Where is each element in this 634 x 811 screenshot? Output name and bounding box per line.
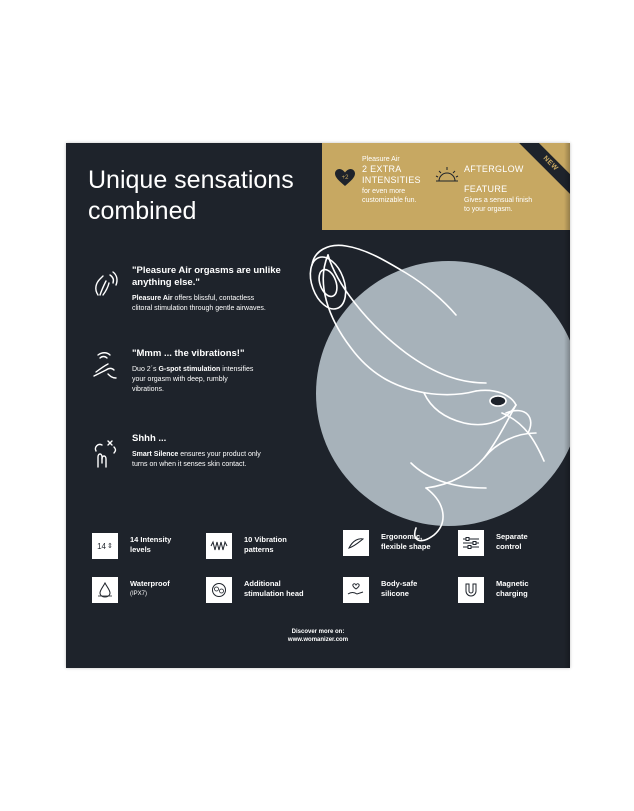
feature-ergonomic-shape: [343, 530, 463, 560]
quote-line-1: "Mmm ... the vibrations!": [132, 348, 245, 359]
feature-label: [496, 532, 570, 552]
feature-sub: [362, 188, 430, 205]
air-wave-hand-icon: [90, 269, 120, 299]
quote-line-1: Shhh ...: [132, 433, 167, 444]
feature-label-line-1: Magnetic: [496, 579, 529, 588]
feature-vibration-patterns: [206, 533, 326, 563]
feature-label-line-1: Separate: [496, 532, 528, 541]
desc-line-1: ensures your product only: [178, 451, 261, 458]
footer-discover: [66, 628, 570, 644]
feature-extra-intensities: [362, 155, 430, 205]
feature-separate-control: [458, 530, 570, 560]
intensity-number: 14: [97, 541, 107, 551]
desc-line-2: your orgasm with deep, rumbly: [132, 376, 228, 383]
water-drop-icon: [92, 577, 118, 603]
testimonial-text: [132, 348, 322, 395]
title-line-1: Unique sensations: [88, 166, 294, 194]
feature-label: [244, 579, 322, 599]
new-features-box: [322, 143, 570, 230]
heart-plus-icon: [334, 168, 356, 188]
feature-label: [496, 579, 570, 599]
stimulation-head-icon: [206, 577, 232, 603]
feature-label: [381, 579, 459, 599]
feature-head-line-2: INTENSITIES: [362, 175, 421, 185]
testimonial-description: [132, 294, 322, 314]
feature-intensity-levels: [92, 533, 212, 563]
feature-label: [244, 535, 322, 555]
feature-label-line-2: patterns: [244, 545, 274, 554]
feature-head-line-1: AFTERGLOW: [464, 164, 524, 174]
vibration-pattern-icon: [206, 533, 232, 559]
feature-sub-line-1: for even more: [362, 188, 406, 195]
new-ribbon: NEW: [510, 143, 570, 204]
feature-label-line-1: Waterproof: [130, 579, 170, 588]
testimonial-description: [132, 365, 322, 395]
feature-body-safe-silicone: [343, 577, 463, 607]
feature-waterproof: [92, 577, 212, 607]
feature-label-line-2: charging: [496, 589, 528, 598]
testimonial-description: [132, 450, 322, 470]
feature-magnetic-charging: [458, 577, 570, 607]
feature-head-line-1: 2 EXTRA: [362, 164, 402, 174]
feature-label-line-2: control: [496, 542, 522, 551]
website-url: www.womanizer.com: [287, 637, 349, 643]
feature-label-line-1: Additional: [244, 579, 281, 588]
intensity-icon: 14 ⇕: [92, 533, 118, 559]
feature-sub-line-2: customizable fun.: [362, 196, 417, 204]
feature-label-line-1: 14 Intensity: [130, 535, 172, 544]
desc-line-2: clitoral stimulation through gentle airwaves.: [132, 305, 266, 312]
testimonial-quote: [132, 348, 322, 360]
quote-line-1: "Pleasure Air orgasms are unlike: [132, 265, 281, 276]
page-title: [88, 165, 328, 227]
badge-text: +2: [341, 175, 349, 181]
footer-line-1: Discover more on:: [291, 629, 345, 635]
feature-label: [130, 579, 208, 599]
feature-label-line-1: Ergonomic,: [381, 532, 423, 541]
feature-label-small: (IPX7): [130, 591, 148, 597]
testimonial-quote: [132, 265, 322, 289]
desc-bold: Pleasure Air: [132, 295, 173, 302]
desc-line-1: offers blissful, contactless: [172, 295, 255, 302]
feature-label: [381, 532, 459, 552]
sliders-icon: [458, 530, 484, 556]
feature-label-line-2: levels: [130, 545, 151, 554]
ergonomic-shape-icon: [343, 530, 369, 556]
testimonial-text: [132, 433, 322, 470]
packaging-panel: [66, 143, 570, 668]
feature-sub-line-2: to your orgasm.: [464, 205, 513, 213]
desc-line-3: vibrations.: [132, 386, 164, 393]
feature-label-line-1: Body-safe: [381, 579, 418, 588]
feature-kicker: Pleasure Air: [362, 156, 400, 163]
feature-label-line-2: flexible shape: [381, 542, 431, 551]
testimonial-quote: [132, 433, 322, 445]
desc-pre: Duo 2´s: [132, 366, 159, 373]
feature-label: [130, 535, 208, 555]
vibration-hand-icon: [90, 352, 120, 382]
desc-line-2: turns on when it senses skin contact.: [132, 461, 247, 468]
desc-bold: Smart Silence: [132, 451, 179, 458]
desc-line-1: intensifies: [220, 366, 254, 373]
feature-label-line-2: silicone: [381, 589, 409, 598]
feature-head-line-2: FEATURE: [464, 184, 508, 194]
title-line-2: combined: [88, 197, 197, 225]
quote-line-2: anything else.": [132, 277, 200, 288]
afterglow-sun-icon: [435, 165, 459, 185]
feature-label-line-2: stimulation head: [244, 589, 304, 598]
testimonial-text: [132, 265, 322, 314]
magnet-icon: [458, 577, 484, 603]
feature-label-line-1: 10 Vibration: [244, 535, 287, 544]
hand-heart-icon: [343, 577, 369, 603]
feature-stimulation-head: [206, 577, 326, 607]
desc-bold: G-spot stimulation: [158, 366, 221, 373]
feature-sub-line-1: Gives a sensual finish: [464, 197, 533, 204]
feature-sub: [464, 197, 554, 214]
silence-hand-icon: [90, 437, 120, 469]
